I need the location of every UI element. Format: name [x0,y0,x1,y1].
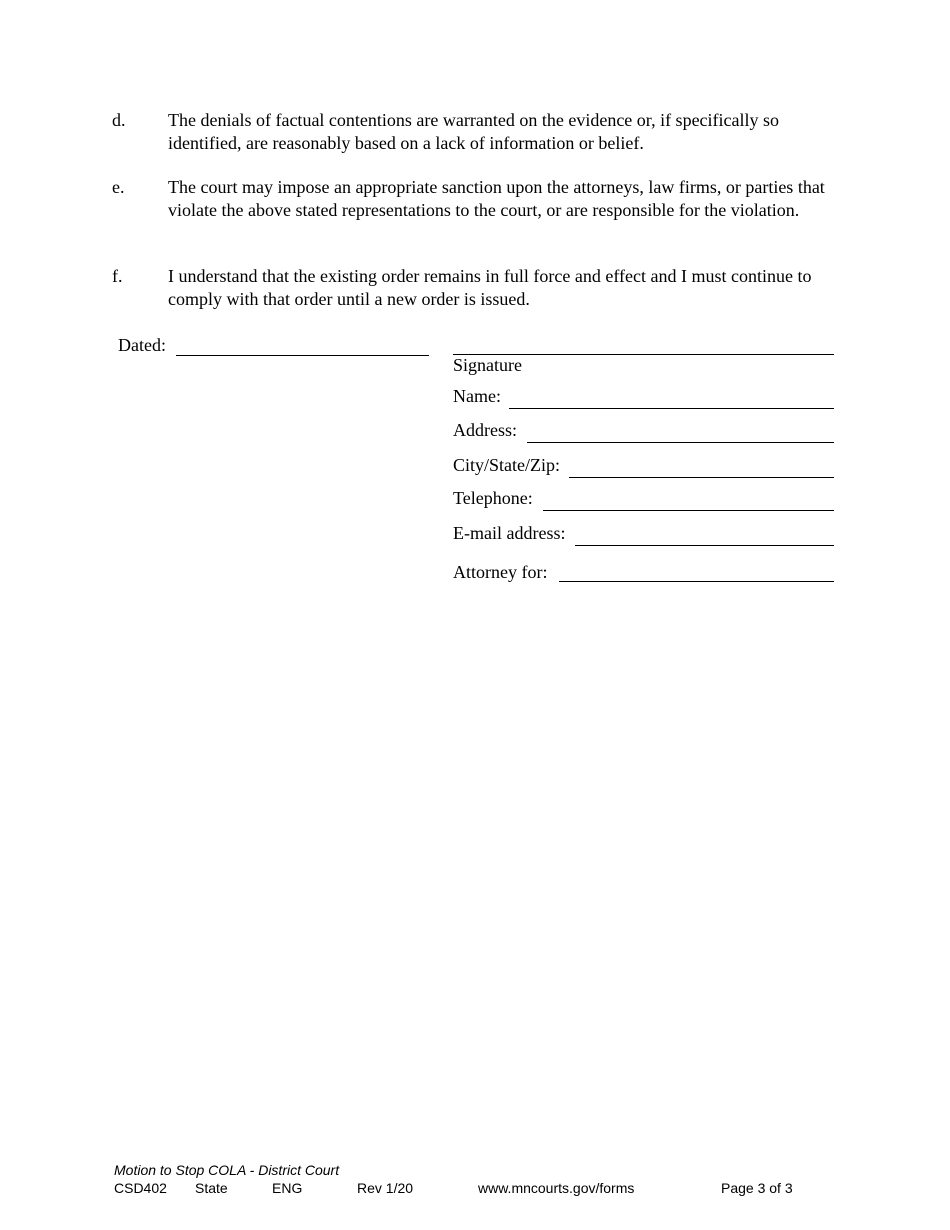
footer-website[interactable]: www.mncourts.gov/forms [478,1180,635,1196]
paragraph-e [112,176,852,221]
name-line[interactable] [509,408,834,409]
city-state-zip-label: City/State/Zip: [453,455,560,475]
footer-form-number: CSD402 [114,1180,167,1196]
footer-page-number: Page 3 of 3 [721,1180,793,1196]
attorney-for-line[interactable] [559,581,834,582]
dated-line[interactable] [176,355,429,356]
item-letter: f. [112,266,123,286]
name-label: Name: [453,386,501,406]
telephone-label: Telephone: [453,488,533,508]
address-label: Address: [453,420,517,440]
footer-title: Motion to Stop COLA - District Court [114,1162,340,1178]
attorney-for-label: Attorney for: [453,562,548,582]
item-text: I understand that the existing order remains in full force and effect and I must continue to comply with that order until a new order is issued. [168,266,812,309]
city-state-zip-line[interactable] [569,477,834,478]
signature-label: Signature [453,355,522,375]
item-text: The denials of factual contentions are warranted on the evidence or, if specifically so identified, are reasonably based on a lack of information or belief. [168,110,780,153]
dated-label: Dated: [118,335,166,355]
footer-jurisdiction: State [195,1180,228,1196]
email-label: E-mail address: [453,523,566,543]
paragraph-f [112,265,852,310]
item-text: The court may impose an appropriate sanction upon the attorneys, law firms, or parties that violate the above stated representations to the court, or are responsible for the violation. [168,177,825,220]
item-letter: d. [112,110,126,130]
item-letter: e. [112,177,125,197]
footer-language: ENG [272,1180,303,1196]
address-line[interactable] [527,442,834,443]
telephone-line[interactable] [543,510,834,511]
email-line[interactable] [575,545,834,546]
paragraph-d [112,109,852,154]
footer-revision: Rev 1/20 [357,1180,414,1196]
